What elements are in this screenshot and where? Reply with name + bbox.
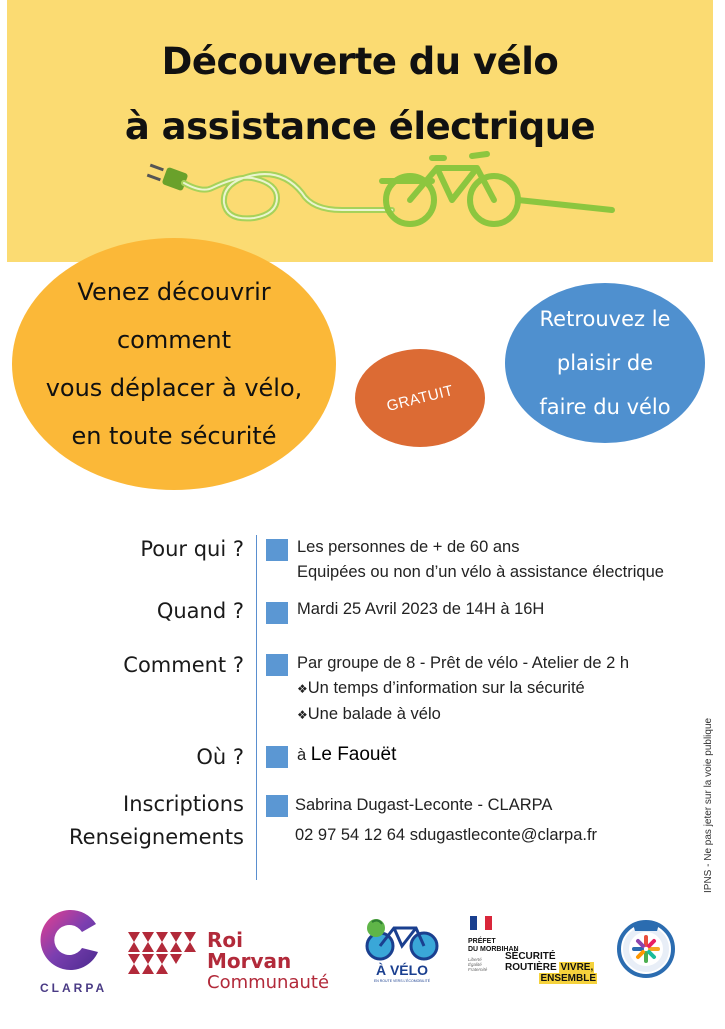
bicycle-icon	[382, 154, 612, 224]
roi-morvan-pattern-icon	[128, 932, 200, 974]
prefet-label: PRÉFET DU MORBIHAN	[468, 938, 519, 953]
clarpa-wordmark: CLARPA	[40, 981, 108, 995]
ipns-note: IPNS - Ne pas jeter sur la voie publique	[703, 717, 714, 893]
french-flag-icon	[470, 916, 492, 930]
securite-routiere-label: SÉCURITÉ ROUTIÈRE VIVRE, ENSEMBLE	[505, 951, 596, 984]
answer-comment: Par groupe de 8 - Prêt de vélo - Atelier de 2 h ❖Un temps d’information sur la sécurité ❖Une balade à vélo	[297, 654, 630, 723]
plug-icon	[147, 164, 189, 192]
blue-line: plaisir de	[556, 351, 654, 375]
diamond-bullet-icon: ❖	[297, 682, 308, 696]
a-velo-bike-icon	[364, 916, 440, 964]
square-bullet	[266, 654, 288, 676]
yellow-line: Venez découvrir	[77, 278, 271, 306]
phone-number: 02 97 54 12 64	[295, 826, 406, 844]
square-bullet	[266, 746, 288, 768]
yellow-circle	[12, 238, 336, 490]
a-velo-subtitle: EN ROUTE VERS L'ÉCOMOBILITÉ	[373, 979, 431, 983]
label-badge-icon	[617, 920, 675, 978]
diamond-bullet-icon: ❖	[297, 708, 308, 722]
roi-morvan-wordmark: Roi Morvan Communauté	[207, 928, 330, 993]
yellow-line: vous déplacer à vélo,	[45, 374, 303, 402]
label-ou: Où ?	[196, 745, 244, 769]
a-velo-wordmark: À VÉLO	[375, 962, 429, 978]
answer-ou: à Le Faouët	[297, 744, 397, 765]
email-address: sdugastleconte@clarpa.fr	[409, 826, 598, 844]
divider-line	[256, 535, 257, 880]
title-line-2: à assistance électrique	[124, 105, 596, 148]
answer-inscriptions	[295, 790, 597, 850]
blue-line: Retrouvez le	[539, 307, 671, 331]
republic-motto: Liberté Égalité Fraternité	[468, 957, 488, 972]
place-name: Le Faouët	[310, 744, 397, 765]
label-quand: Quand ?	[156, 599, 244, 623]
label-pour-qui: Pour qui ?	[140, 537, 244, 561]
answer-pour-qui: Les personnes de + de 60 ans Equipées ou non d’un vélo à assistance électrique	[297, 538, 664, 581]
ebike-plug-illustration	[142, 148, 622, 238]
gratuit-label: GRATUIT	[384, 381, 456, 415]
contact-name: Sabrina Dugast-Leconte - CLARPA	[295, 796, 553, 814]
yellow-line: comment	[116, 326, 232, 354]
header-banner	[7, 0, 713, 262]
square-bullet	[266, 795, 288, 817]
blue-circle	[505, 283, 705, 443]
yellow-line: en toute sécurité	[71, 422, 277, 450]
title-line-1: Découverte du vélo	[161, 40, 559, 83]
answer-quand: Mardi 25 Avril 2023 de 14H à 16H	[297, 600, 545, 618]
square-bullet	[266, 602, 288, 624]
blue-line: faire du vélo	[539, 395, 671, 419]
square-bullet	[266, 539, 288, 561]
orange-circle	[355, 349, 485, 447]
clarpa-logo-icon	[38, 908, 100, 978]
label-inscriptions: Inscriptions Renseignements	[69, 792, 244, 849]
label-comment: Comment ?	[123, 653, 244, 677]
